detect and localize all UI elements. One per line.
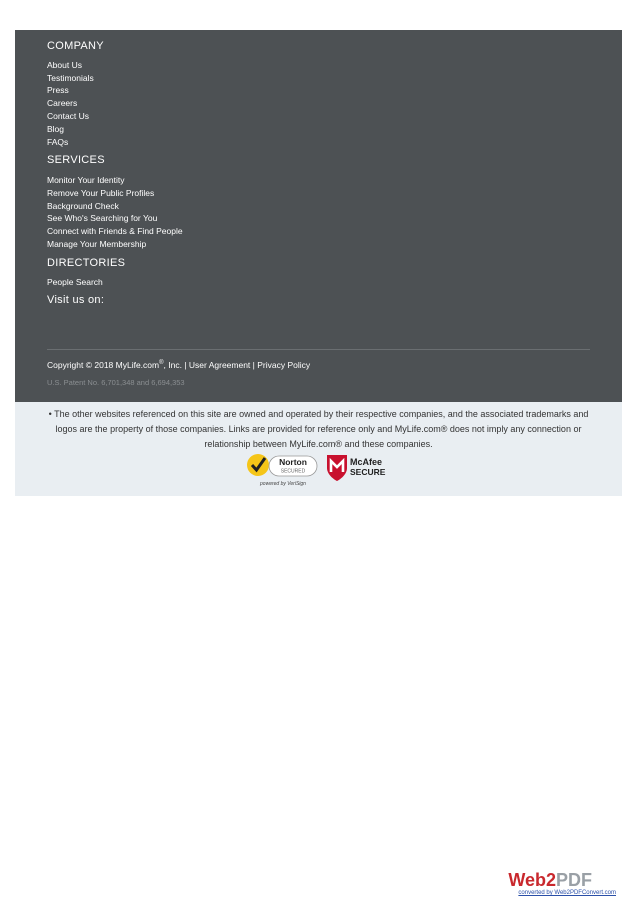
footer-link-manage-membership[interactable]: Manage Your Membership xyxy=(47,239,147,249)
footer-link-about-us[interactable]: About Us xyxy=(47,60,82,70)
web2pdf-logo xyxy=(508,870,592,891)
directories-heading: DIRECTORIES xyxy=(47,257,126,269)
mcafee-secure-badge[interactable] xyxy=(325,452,395,482)
web2pdf-logo-b: PDF xyxy=(556,870,592,890)
user-agreement-link[interactable]: User Agreement xyxy=(188,360,251,370)
footer-link-people-search[interactable]: People Search xyxy=(47,277,103,287)
web2pdf-watermark xyxy=(498,870,616,900)
company-heading: COMPANY xyxy=(47,40,104,52)
registered-mark: ® xyxy=(159,360,164,367)
footer-divider xyxy=(47,349,590,350)
footer-link-blog[interactable]: Blog xyxy=(47,124,65,134)
footer-link-monitor-identity[interactable]: Monitor Your Identity xyxy=(47,175,125,185)
norton-powered: powered by VeriSign xyxy=(260,481,306,487)
norton-check-circle xyxy=(247,454,269,476)
services-heading: SERVICES xyxy=(47,154,105,166)
disclaimer-section xyxy=(15,402,622,496)
copyright-suffix: , Inc. | xyxy=(163,360,189,370)
norton-title: Norton xyxy=(279,457,307,467)
footer-link-careers[interactable]: Careers xyxy=(47,98,78,108)
footer-link-connect-friends[interactable]: Connect with Friends & Find People xyxy=(47,226,183,236)
footer-link-press[interactable]: Press xyxy=(47,85,69,95)
footer-link-remove-profiles[interactable]: Remove Your Public Profiles xyxy=(47,188,155,198)
web2pdf-logo-a: Web2 xyxy=(508,870,556,890)
disclaimer-text: • The other websites referenced on this site are owned and operated by their respective companies, and the associated trademarks and logos are the property of those companies. Links are provided for reference only and MyLife.com® does not imply any connection or relationship between MyLife.com® and these companies. xyxy=(48,409,589,449)
norton-subtitle: SECURED xyxy=(280,468,306,475)
security-badges xyxy=(245,452,395,490)
visit-us-label: Visit us on: xyxy=(47,294,105,306)
norton-secured-badge[interactable] xyxy=(245,452,321,490)
patent-notice: U.S. Patent No. 6,701,348 and 6,694,353 xyxy=(47,378,185,387)
web2pdf-caption-link[interactable]: converted by Web2PDFConvert.com xyxy=(518,890,616,896)
mcafee-subtitle: SECURE xyxy=(350,467,386,477)
copyright-line xyxy=(47,360,310,370)
footer-link-contact-us[interactable]: Contact Us xyxy=(47,111,90,121)
mcafee-title: McAfee xyxy=(350,457,383,467)
copyright-text: Copyright © 2018 MyLife.com xyxy=(47,360,160,370)
footer-link-testimonials[interactable]: Testimonials xyxy=(47,73,94,83)
footer-link-background-check[interactable]: Background Check xyxy=(47,201,119,211)
footer-link-whos-searching[interactable]: See Who's Searching for You xyxy=(47,213,158,223)
copyright-separator: | xyxy=(250,360,258,370)
site-footer xyxy=(15,30,622,402)
privacy-policy-link[interactable]: Privacy Policy xyxy=(257,360,311,370)
footer-link-faqs[interactable]: FAQs xyxy=(47,137,69,147)
